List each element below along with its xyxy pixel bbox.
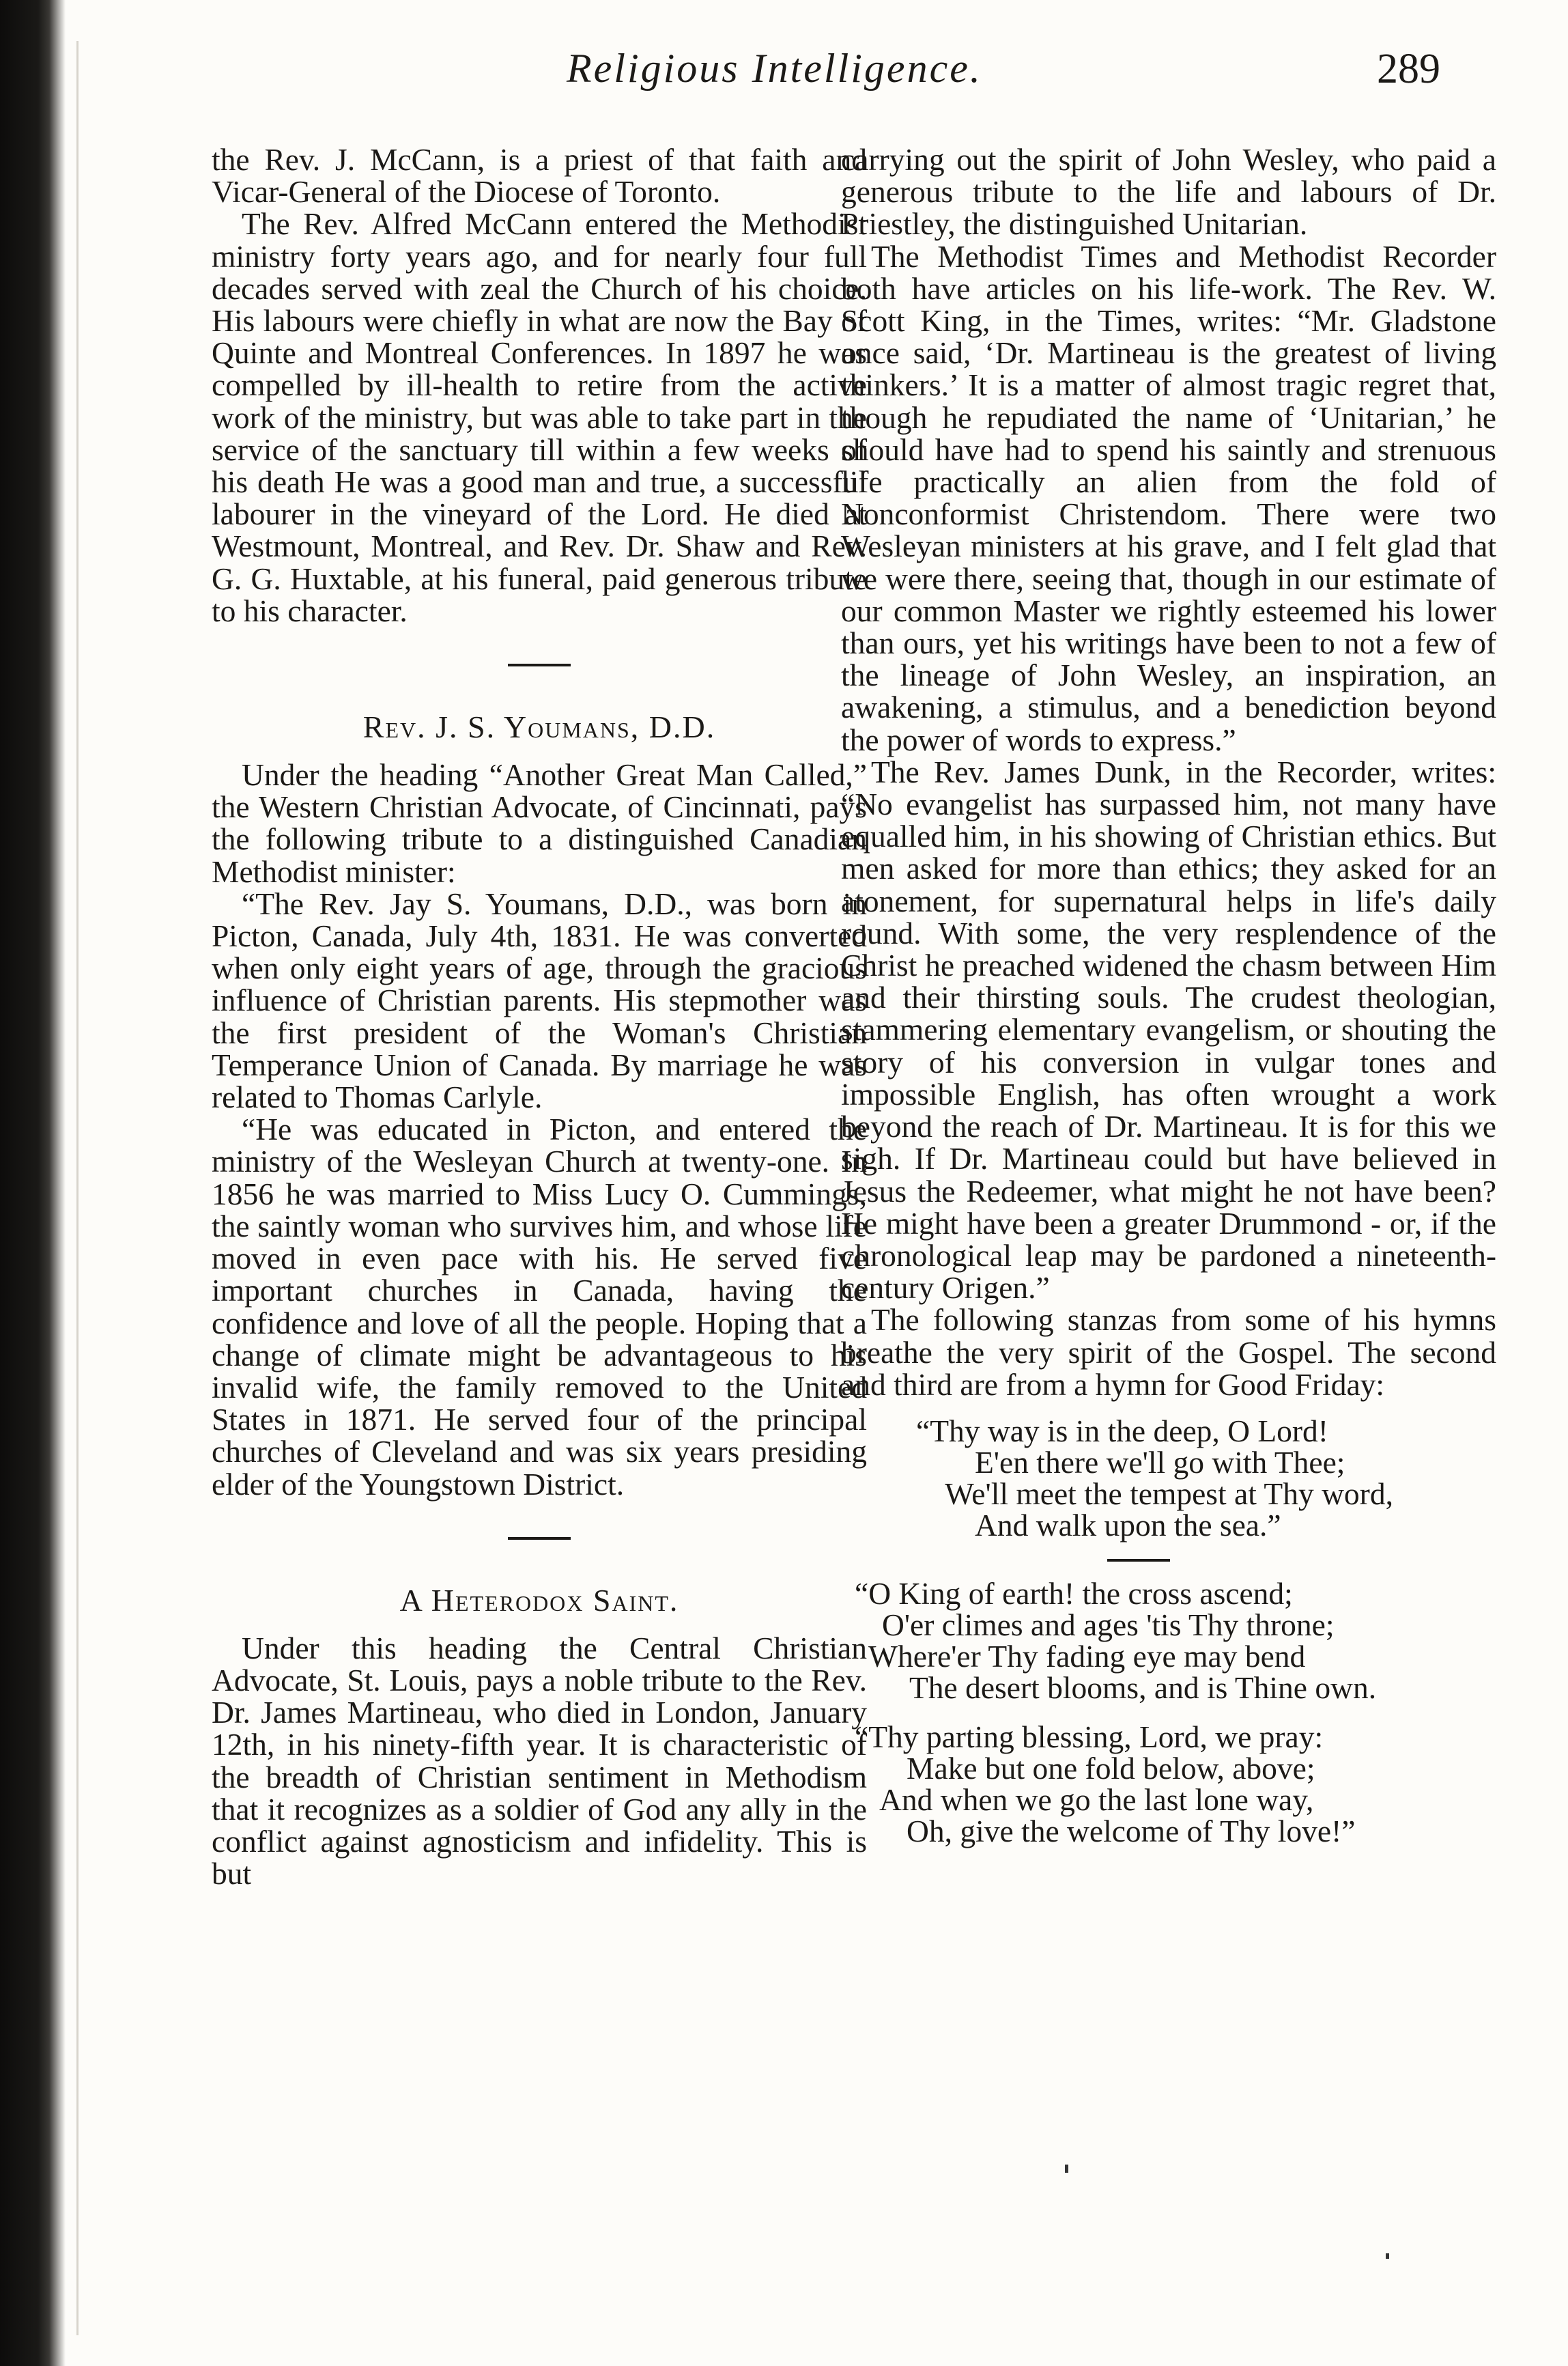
verse-line: “Thy way is in the deep, O Lord! xyxy=(916,1413,1328,1448)
section-heading: Rev. J. S. Youmans, D.D. xyxy=(362,709,716,745)
hymn-stanzas xyxy=(841,1413,1496,1848)
section-divider xyxy=(508,664,571,666)
verse-line: Make but one fold below, above; xyxy=(907,1750,1315,1786)
stanza xyxy=(916,1413,1496,1543)
verse-line: The desert blooms, and is Thine own. xyxy=(909,1670,1377,1705)
paragraph: The Rev. Alfred McCann entered the Methodist ministry forty years ago, and for nearly four full decades served with zeal the Church of his choice. His labours were chiefly in what are now the Bay of Quinte and Montreal Conferences. In 1897 he was compelled by ill-health to retire from the active work of the ministry, but was able to take part in the service of the sanctuary till within a few weeks of his death He was a good man and true, a successful labourer in the vineyard of the Lord. He died at Westmount, Montreal, and Rev. Dr. Shaw and Rev. G. G. Huxtable, at his funeral, paid generous tribute to his character. xyxy=(212,206,867,628)
page-header xyxy=(567,45,1440,120)
verse-line: And walk upon the sea.” xyxy=(975,1507,1281,1543)
paragraph: the Rev. J. McCann, is a priest of that faith and Vicar-General of the Diocese of Toronto. xyxy=(212,142,867,210)
stanza xyxy=(855,1575,1496,1705)
gutter-line xyxy=(76,41,79,2335)
paragraph: The following stanzas from some of his hymns breathe the very spirit of the Gospel. The second and third are from a hymn for Good Friday: xyxy=(841,1302,1496,1402)
paragraph: “He was educated in Picton, and entered the ministry of the Wesleyan Church at twenty-one. In 1856 he was married to Miss Lucy O. Cummings, the saintly woman who survives him, and whose life moved in even pace with his. He served five important churches in Canada, having the confidence and love of all the people. Hoping that a change of climate might be advantageous to his invalid wife, the family removed to the United States in 1871. He served four of the principal churches of Cleveland and was six years presiding elder of the Youngstown District. xyxy=(212,1112,867,1502)
verse-line: “Thy parting blessing, Lord, we pray: xyxy=(855,1719,1324,1754)
left-column xyxy=(212,143,867,1889)
verse-line: “O King of earth! the cross ascend; xyxy=(855,1575,1293,1611)
paragraph: “The Rev. Jay S. Youmans, D.D., was born in Picton, Canada, July 4th, 1831. He was converted when only eight years of age, through the gracious influence of Christian parents. His stepmother was the first president of the Woman's Christian Temperance Union of Canada. By marriage he was related to Thomas Carlyle. xyxy=(212,886,867,1115)
paragraph: carrying out the spirit of John Wesley, who paid a generous tribute to the life and labours of Dr. Priestley, the distinguished Unitarian. xyxy=(841,142,1496,242)
section-heading: A Heterodox Saint. xyxy=(399,1582,679,1618)
print-speck xyxy=(1386,2253,1389,2259)
stanza xyxy=(855,1721,1496,1847)
print-speck xyxy=(1065,2165,1068,2173)
running-title: Religious Intelligence. xyxy=(567,46,982,91)
verse-line: Where'er Thy fading eye may bend xyxy=(868,1638,1306,1674)
right-column xyxy=(841,143,1496,1865)
verse-line: O'er climes and ages 'tis Thy throne; xyxy=(882,1607,1335,1642)
page-number: 289 xyxy=(1377,46,1440,92)
book-spine-shadow xyxy=(0,0,66,2366)
verse-line: E'en there we'll go with Thee; xyxy=(975,1444,1345,1480)
paragraph: The Rev. James Dunk, in the Recorder, writes: “No evangelist has surpassed him, not many have equalled him, in his showing of Christian ethics. But men asked for more than ethics; they asked for an atonement, for supernatural helps in life's daily round. With some, the very resplendence of the Christ he preached widened the chasm between Him and their thirsting souls. The crudest theologian, stammering elementary evangelism, or shouting the story of his conversion in vulgar tones and impossible English, has often wrought a work beyond the reach of Dr. Martineau. It is for this we sigh. If Dr. Martineau could but have believed in Jesus the Redeemer, what might he not have been? He might have been a greater Drummond - or, if the chronological leap may be pardoned a nineteenth-century Origen.” xyxy=(841,754,1496,1306)
paragraph: Under the heading “Another Great Man Called,” the Western Christian Advocate, of Cincinnati, pays the following tribute to a distinguished Canadian Methodist minister: xyxy=(212,757,867,889)
stanza-divider xyxy=(1107,1559,1170,1562)
verse-line: Oh, give the welcome of Thy love!” xyxy=(907,1813,1356,1848)
paragraph: The Methodist Times and Methodist Recorder both have articles on his life-work. The Rev. W. Scott King, in the Times, writes: “Mr. Gladstone once said, ‘Dr. Martineau is the greatest of living thinkers.’ It is a matter of almost tragic regret that, though he repudiated the name of ‘Unitarian,’ he should have had to spend his saintly and strenuous life practically an alien from the fold of Nonconformist Christendom. There were two Wesleyan ministers at his grave, and I felt glad that we were there, seeing that, though in our estimate of our common Master we rightly esteemed his lower than ours, yet his writings have been to not a few of the lineage of John Wesley, an inspiration, an awakening, a stimulus, and a benediction beyond the power of words to express.” xyxy=(841,238,1496,757)
verse-line: We'll meet the tempest at Thy word, xyxy=(945,1476,1393,1511)
paragraph: Under this heading the Central Christian Advocate, St. Louis, pays a noble tribute to the Rev. Dr. James Martineau, who died in London, January 12th, in his ninety-fifth year. It is characteristic of the breadth of Christian sentiment in Methodism that it recognizes as a soldier of God any ally in the conflict against agnosticism and infidelity. This is but xyxy=(212,1630,867,1891)
section-divider xyxy=(508,1537,571,1540)
verse-line: And when we go the last lone way, xyxy=(879,1781,1314,1817)
